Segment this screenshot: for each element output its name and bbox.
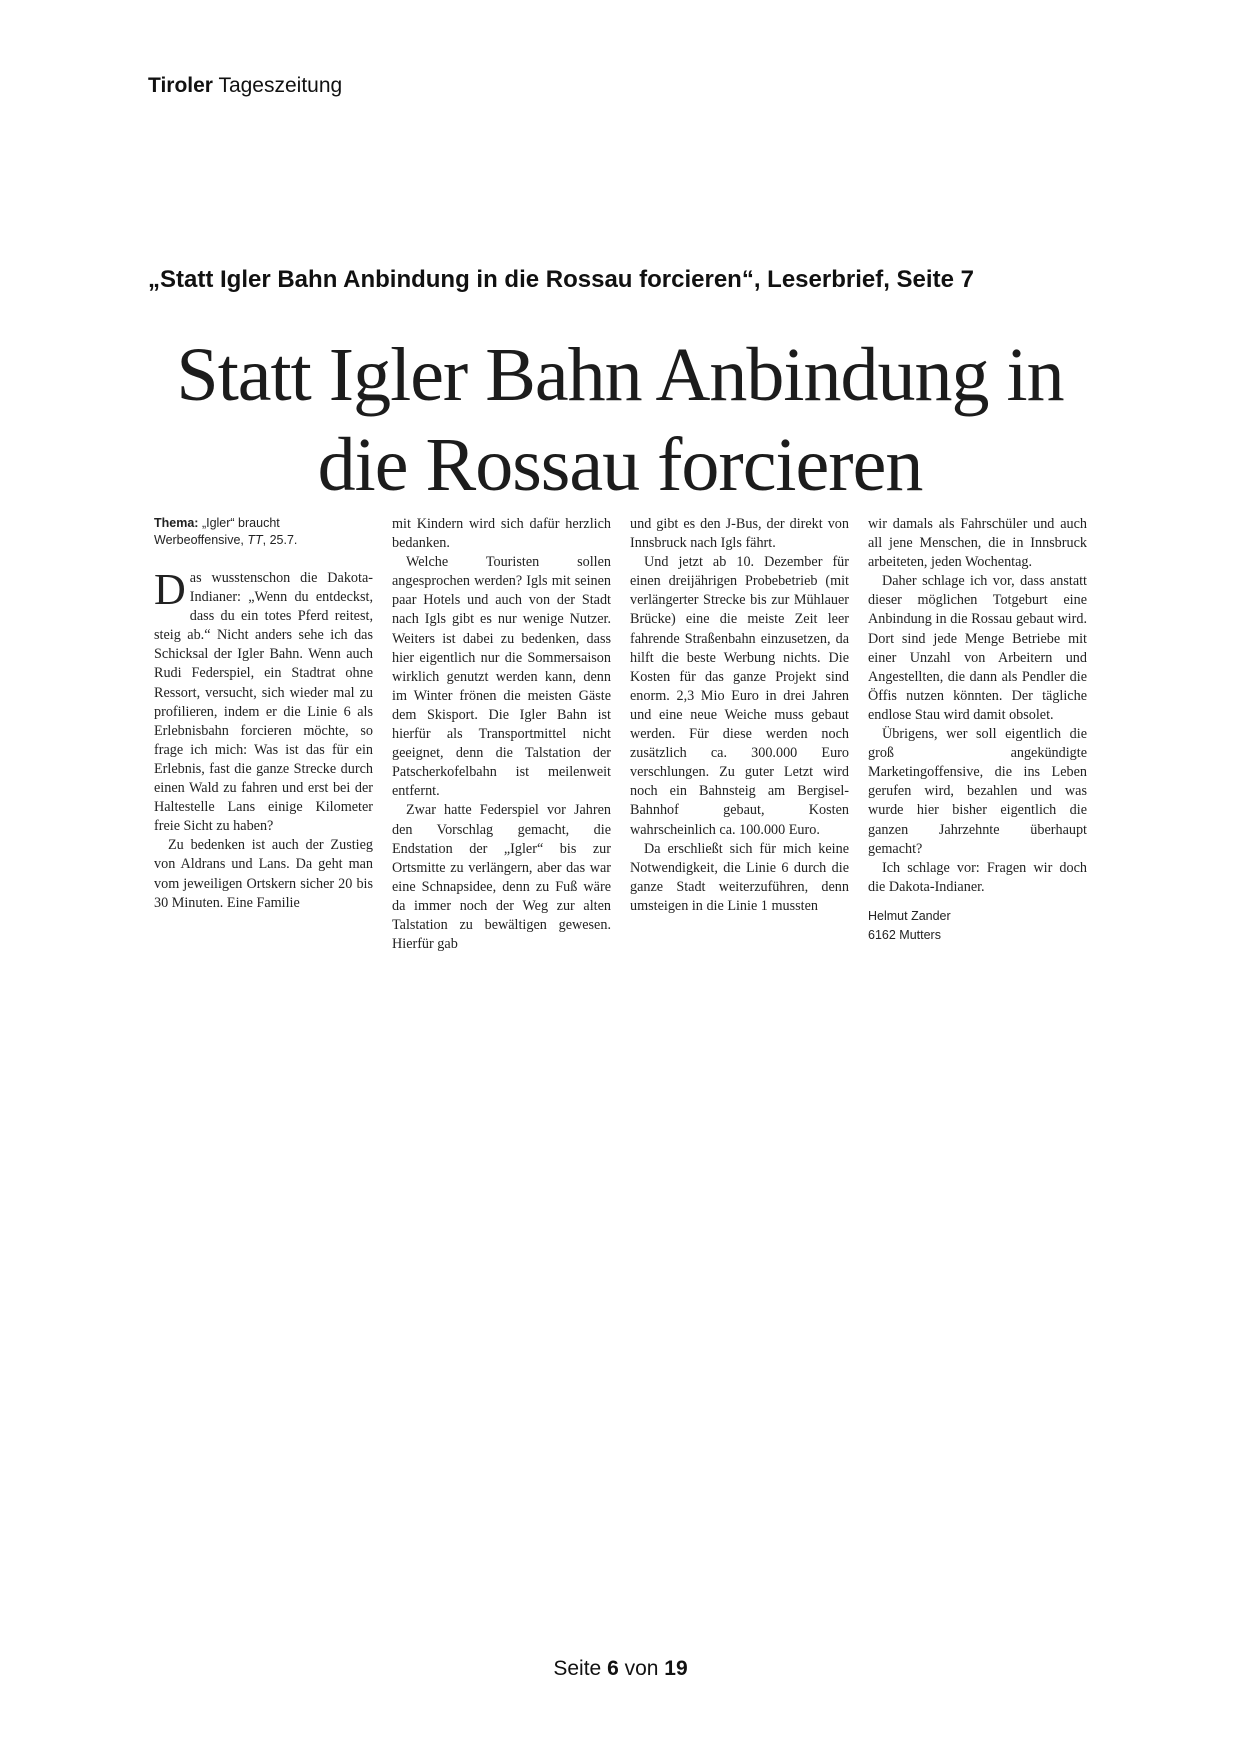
thema-source: TT: [247, 533, 263, 547]
author-signature: [868, 907, 1087, 945]
brand-bold: Tiroler: [148, 74, 213, 97]
paragraph: wir damals als Fahrschüler und auch all jene Menschen, die in Innsbruck arbeiteten, jeden Wochentag.: [868, 516, 1087, 571]
thema-label: Thema:: [154, 516, 199, 530]
paragraph: Da erschließt sich für mich keine Notwendigkeit, die Linie 6 durch die ganze Stadt weiterzuführen, denn umsteigen in die Linie 1 mussten: [630, 840, 849, 914]
headline-line-1: Statt Igler Bahn Anbindung in: [176, 333, 1064, 417]
paragraph: Daher schlage ich vor, dass anstatt dieser möglichen Totgeburt eine Anbindung in die Rossau gebaut wird. Dort sind jede Menge Betriebe mit einer Unzahl von Arbeitern und Angestellten, die dann als Pendler die Öffis nutzen könnten. Der tägliche endlose Stau wird damit obsolet.: [868, 573, 1087, 723]
footer-middle: von: [624, 1657, 659, 1680]
page-footer: [0, 1657, 1241, 1681]
paragraph: Zu bedenken ist auch der Zustieg von Aldrans und Lans. Da geht man vom jeweiligen Ortskern sicher 20 bis 30 Minuten. Eine Familie: [154, 837, 373, 911]
author-name: Helmut Zander: [868, 908, 951, 923]
thema-date: , 25.7.: [262, 533, 298, 547]
paragraph: Ich schlage vor: Fragen wir doch die Dakota-Indianer.: [868, 859, 1087, 895]
paragraph: mit Kindern wird sich dafür herzlich bedanken.: [392, 516, 611, 552]
footer-page-total: 19: [664, 1657, 688, 1680]
thema-reference: [154, 515, 373, 549]
dropcap: D: [154, 565, 186, 614]
headline-line-2: die Rossau forcieren: [317, 423, 923, 507]
document-subject: „Statt Igler Bahn Anbindung in die Rossau forcieren“, Leserbrief, Seite 7: [148, 266, 974, 293]
paragraph: Übrigens, wer soll eigentlich die groß angekündigte Marketingoffensive, die ins Leben gerufen wird, bezahlen und was wurde hier bisher eigentlich die ganzen Jahrzehnte überhaupt gemacht?: [868, 726, 1087, 857]
footer-page-number: 6: [607, 1657, 619, 1680]
paragraph: Zwar hatte Federspiel vor Jahren den Vorschlag gemacht, die Endstation der „Igler“ bis zur Ortsmitte zu verlängern, aber das war eine Schnapsidee, denn zu Fuß wäre da immer noch der Weg zur alten Talstation zu bewältigen gewesen. Hierfür gab: [392, 802, 611, 953]
paragraph: Und jetzt ab 10. Dezember für einen dreijährigen Probebetrieb (mit verlängerter Strecke bis zur Mühlauer Brücke) eine die meiste Zeit leer fahrende Straßenbahn einzusetzen, da hilft die beste Werbung nichts. Die Kosten für das ganze Projekt sind enorm. 2,3 Mio Euro in drei Jahren und eine neue Weiche muss gebaut werden. Für diese werden noch zusätzlich ca. 300.000 Euro verschlungen. Zu guter Letzt wird noch ein Bahnsteig am Bergisel-Bahnhof gebaut, Kosten wahrscheinlich ca. 100.000 Euro.: [630, 554, 849, 838]
article-column-4: [868, 515, 1087, 1019]
thema-text: „Igler“ braucht Werbeoffensive,: [154, 516, 280, 547]
article-column-2: [392, 515, 611, 1019]
paragraph-text: as wusstenschon die Dakota-Indianer: „Wenn du entdeckst, dass du ein totes Pferd reitest, steig ab.“ Nicht anders sehe ich das Schicksal der Igler Bahn. Wenn auch Rudi Federspiel, ein Stadtrat ohne Ressort, versucht, sich wieder mal zu profilieren, indem er die Linie 6 als Erlebnisbahn forcieren möchte, so frage ich mich: Was ist das für ein Erlebnis, fast die ganze Strecke durch einen Wald zu fahren und erst bei der Haltestelle Lans einige Kilometer freie Sicht zu haben?: [154, 570, 373, 835]
paragraph: Welche Touristen sollen angesprochen werden? Igls mit seinen paar Hotels und auch von der Stadt nach Igls gibt es nur wenige Nutzer. Weiters ist dabei zu bedenken, dass hier eigentlich nur die Sommersaison wirklich genutzt werden kann, denn im Winter frönen die meisten Gäste dem Skisport. Die Igler Bahn ist hierfür als Transportmittel nicht geeignet, denn die Talstation der Patscherkofelbahn ist meilenweit entfernt.: [392, 554, 611, 800]
article-headline: [150, 330, 1090, 510]
paragraph: [154, 565, 373, 836]
footer-prefix: Seite: [553, 1657, 602, 1680]
publication-header: [148, 74, 342, 98]
article-column-1: [154, 515, 373, 1019]
brand-rest: Tageszeitung: [218, 74, 343, 97]
author-place: 6162 Mutters: [868, 927, 941, 942]
article-column-3: [630, 515, 849, 1019]
article-body: [154, 515, 1087, 1019]
paragraph: und gibt es den J-Bus, der direkt von Innsbruck nach Igls fährt.: [630, 516, 849, 552]
